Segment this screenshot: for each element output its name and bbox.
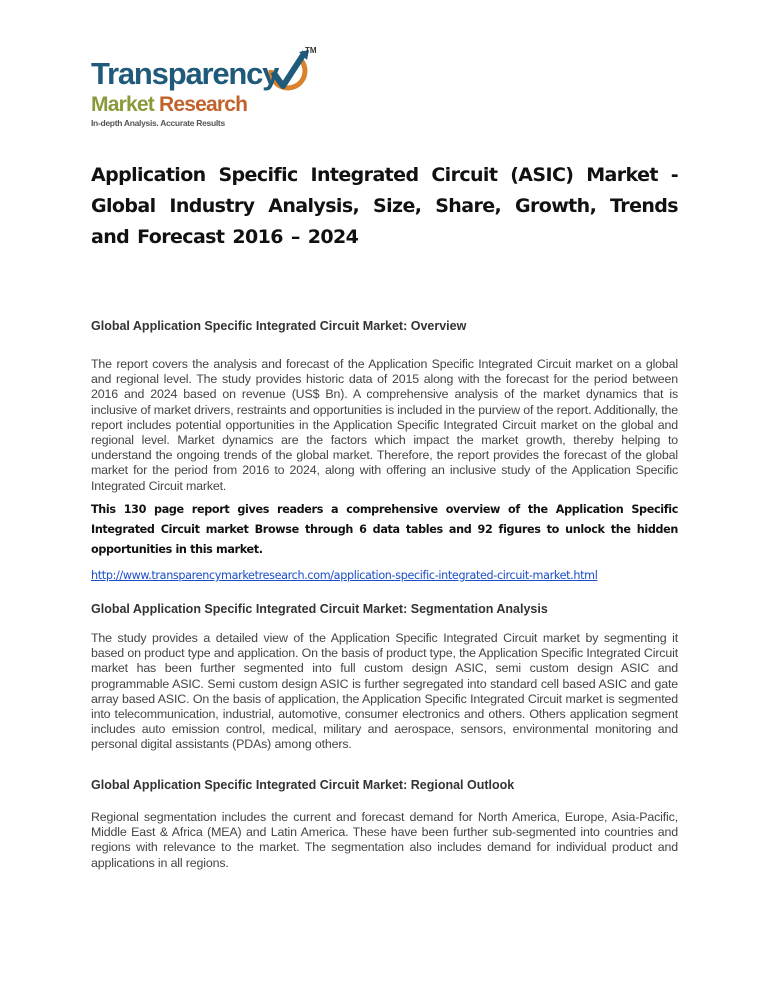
section-body-overview: The report covers the analysis and forecast of the Application Specific Integrated Circuit market on a global and regional level. The study provides historic data of 2015 along with the forecast for the period between 2016 and 2024 based on revenue (US$ Bn). A comprehensive analysis of the market dynamics that is inclusive of market drivers, restraints and opportunities is included in the purview of the report. Additionally, the report includes potential opportunities in the Application Specific Integrated Circuit market on the global and regional level. Market dynamics are the factors which impact the market growth, thereby helping to understand the ongoing trends of the global market. Therefore, the report provides the forecast of the global market for the period from 2016 to 2024, along with offering an inclusive study of the Application Specific Integrated Circuit market.	[91, 357, 678, 493]
logo-brand: Transparency	[91, 56, 279, 91]
logo-tagline: In-depth Analysis. Accurate Results	[91, 118, 225, 128]
company-logo	[91, 46, 331, 136]
report-url-link[interactable]: http://www.transparencymarketresearch.com/application-specific-integrated-circuit-market.html	[91, 569, 598, 582]
logo-market: Market	[91, 93, 154, 116]
report-highlight: This 130 page report gives readers a comprehensive overview of the Application Specific Integrated Circuit market Browse through 6 data tables and 92 figures to unlock the hidden opportunities in this market.	[91, 503, 678, 556]
logo-research: Research	[158, 93, 248, 116]
section-body-regional: Regional segmentation includes the current and forecast demand for North America, Europe, Asia-Pacific, Middle East & Africa (MEA) and Latin America. These have been further sub-segmented into countries and regions with relevance to the market. The segmentation also includes demand for individual product and applications in all regions.	[91, 810, 678, 870]
section-heading-regional: Global Application Specific Integrated Circuit Market: Regional Outlook	[91, 778, 515, 792]
logo-subtitle	[91, 93, 247, 117]
document-title: Application Specific Integrated Circuit (ASIC) Market - Global Industry Analysis, Size, Share, Growth, Trends and Forecast 2016 – 2024	[91, 164, 678, 248]
trademark: TM	[305, 46, 317, 55]
section-heading-segmentation: Global Application Specific Integrated Circuit Market: Segmentation Analysis	[91, 602, 548, 616]
section-heading-overview: Global Application Specific Integrated Circuit Market: Overview	[91, 319, 467, 333]
section-body-segmentation: The study provides a detailed view of the Application Specific Integrated Circuit market by segmenting it based on product type and application. On the basis of product type, the Application Specific Integrated Circuit market has been further segmented into full custom design ASIC, semi custom design ASIC and programmable ASIC. Semi custom design ASIC is further segregated into standard cell based ASIC and gate array based ASIC. On the basis of application, the Application Specific Integrated Circuit market is segmented into telecommunication, industrial, automotive, consumer electronics and others. Others application segment includes auto emission control, medical, military and aerospace, sensors, environmental monitoring and personal digital assistants (PDAs) among others.	[91, 631, 678, 752]
